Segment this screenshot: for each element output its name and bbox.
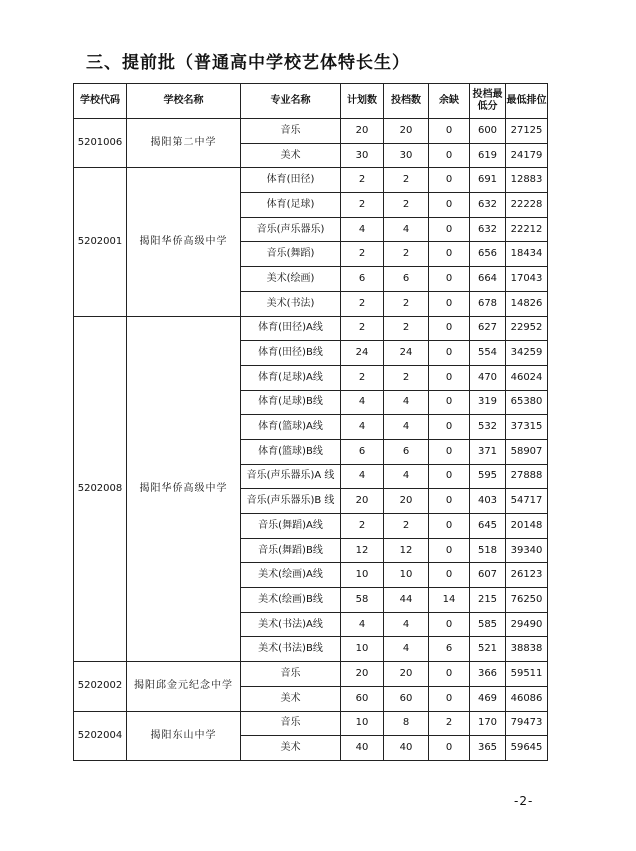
major-cell: 音乐 — [241, 662, 341, 687]
filed-cell: 4 — [384, 612, 429, 637]
major-cell: 美术 — [241, 736, 341, 761]
major-cell: 美术(绘画) — [241, 267, 341, 292]
min-rank-cell: 27125 — [506, 119, 548, 144]
major-cell: 体育(足球) — [241, 193, 341, 218]
min-score-cell: 170 — [470, 711, 506, 736]
major-cell: 音乐(舞蹈)A线 — [241, 514, 341, 539]
header-plan: 计划数 — [341, 84, 384, 119]
min-rank-cell: 29490 — [506, 612, 548, 637]
vacancy-cell: 0 — [429, 415, 470, 440]
filed-cell: 2 — [384, 242, 429, 267]
table-row — [74, 119, 548, 144]
min-rank-cell: 59645 — [506, 736, 548, 761]
school-name-cell: 揭阳华侨高级中学 — [127, 168, 241, 316]
min-rank-cell: 14826 — [506, 291, 548, 316]
vacancy-cell: 2 — [429, 711, 470, 736]
min-score-cell: 319 — [470, 390, 506, 415]
filed-cell: 6 — [384, 267, 429, 292]
min-score-cell: 595 — [470, 464, 506, 489]
min-rank-cell: 76250 — [506, 588, 548, 613]
major-cell: 美术 — [241, 143, 341, 168]
min-score-cell: 469 — [470, 686, 506, 711]
admission-table — [73, 83, 548, 761]
school-code-cell: 5202004 — [74, 711, 127, 760]
filed-cell: 20 — [384, 662, 429, 687]
filed-cell: 20 — [384, 119, 429, 144]
filed-cell: 44 — [384, 588, 429, 613]
plan-cell: 20 — [341, 489, 384, 514]
page-title: 三、提前批（普通高中学校艺体特长生） — [86, 53, 410, 73]
min-score-cell: 366 — [470, 662, 506, 687]
min-score-cell: 607 — [470, 563, 506, 588]
min-score-cell: 664 — [470, 267, 506, 292]
header-major: 专业名称 — [241, 84, 341, 119]
min-score-cell: 627 — [470, 316, 506, 341]
filed-cell: 30 — [384, 143, 429, 168]
vacancy-cell: 0 — [429, 242, 470, 267]
vacancy-cell: 0 — [429, 119, 470, 144]
plan-cell: 24 — [341, 341, 384, 366]
min-score-cell: 521 — [470, 637, 506, 662]
filed-cell: 2 — [384, 193, 429, 218]
header-min-rank: 最低排位 — [506, 84, 548, 119]
vacancy-cell: 0 — [429, 563, 470, 588]
plan-cell: 2 — [341, 316, 384, 341]
min-score-cell: 656 — [470, 242, 506, 267]
plan-cell: 2 — [341, 193, 384, 218]
header-vacancy: 余缺 — [429, 84, 470, 119]
school-code-cell: 5202008 — [74, 316, 127, 662]
min-rank-cell: 65380 — [506, 390, 548, 415]
vacancy-cell: 14 — [429, 588, 470, 613]
min-rank-cell: 58907 — [506, 439, 548, 464]
min-score-cell: 632 — [470, 193, 506, 218]
min-score-cell: 619 — [470, 143, 506, 168]
plan-cell: 6 — [341, 267, 384, 292]
min-rank-cell: 37315 — [506, 415, 548, 440]
school-name-cell: 揭阳华侨高级中学 — [127, 316, 241, 662]
filed-cell: 2 — [384, 291, 429, 316]
header-school: 学校名称 — [127, 84, 241, 119]
major-cell: 音乐 — [241, 711, 341, 736]
major-cell: 美术(绘画)B线 — [241, 588, 341, 613]
min-score-cell: 632 — [470, 217, 506, 242]
school-name-cell: 揭阳第二中学 — [127, 119, 241, 168]
filed-cell: 12 — [384, 538, 429, 563]
filed-cell: 40 — [384, 736, 429, 761]
plan-cell: 60 — [341, 686, 384, 711]
vacancy-cell: 0 — [429, 390, 470, 415]
vacancy-cell: 0 — [429, 365, 470, 390]
plan-cell: 58 — [341, 588, 384, 613]
filed-cell: 2 — [384, 168, 429, 193]
filed-cell: 4 — [384, 637, 429, 662]
filed-cell: 4 — [384, 390, 429, 415]
school-code-cell: 5202001 — [74, 168, 127, 316]
plan-cell: 2 — [341, 365, 384, 390]
vacancy-cell: 0 — [429, 267, 470, 292]
major-cell: 体育(篮球)A线 — [241, 415, 341, 440]
major-cell: 音乐(声乐器乐)B 线 — [241, 489, 341, 514]
min-score-cell: 600 — [470, 119, 506, 144]
vacancy-cell: 0 — [429, 612, 470, 637]
major-cell: 体育(田径)B线 — [241, 341, 341, 366]
min-rank-cell: 18434 — [506, 242, 548, 267]
header-row — [74, 84, 548, 119]
plan-cell: 2 — [341, 242, 384, 267]
vacancy-cell: 0 — [429, 514, 470, 539]
plan-cell: 6 — [341, 439, 384, 464]
plan-cell: 10 — [341, 563, 384, 588]
vacancy-cell: 0 — [429, 316, 470, 341]
school-code-cell: 5201006 — [74, 119, 127, 168]
filed-cell: 60 — [384, 686, 429, 711]
min-rank-cell: 20148 — [506, 514, 548, 539]
min-rank-cell: 34259 — [506, 341, 548, 366]
vacancy-cell: 0 — [429, 686, 470, 711]
min-rank-cell: 38838 — [506, 637, 548, 662]
major-cell: 音乐(声乐器乐)A 线 — [241, 464, 341, 489]
min-rank-cell: 46024 — [506, 365, 548, 390]
min-score-cell: 585 — [470, 612, 506, 637]
major-cell: 体育(足球)A线 — [241, 365, 341, 390]
school-code-cell: 5202002 — [74, 662, 127, 711]
min-rank-cell: 12883 — [506, 168, 548, 193]
plan-cell: 2 — [341, 291, 384, 316]
vacancy-cell: 0 — [429, 489, 470, 514]
min-rank-cell: 22212 — [506, 217, 548, 242]
plan-cell: 10 — [341, 711, 384, 736]
filed-cell: 4 — [384, 464, 429, 489]
filed-cell: 2 — [384, 514, 429, 539]
plan-cell: 2 — [341, 514, 384, 539]
min-rank-cell: 26123 — [506, 563, 548, 588]
min-score-cell: 215 — [470, 588, 506, 613]
min-score-cell: 678 — [470, 291, 506, 316]
table-row — [74, 662, 548, 687]
plan-cell: 4 — [341, 390, 384, 415]
min-score-cell: 532 — [470, 415, 506, 440]
major-cell: 美术 — [241, 686, 341, 711]
major-cell: 体育(篮球)B线 — [241, 439, 341, 464]
min-score-cell: 470 — [470, 365, 506, 390]
major-cell: 美术(书法)B线 — [241, 637, 341, 662]
plan-cell: 40 — [341, 736, 384, 761]
header-min-score: 投档最低分 — [470, 84, 506, 119]
filed-cell: 4 — [384, 415, 429, 440]
vacancy-cell: 0 — [429, 662, 470, 687]
school-name-cell: 揭阳邱金元纪念中学 — [127, 662, 241, 711]
school-name-cell: 揭阳东山中学 — [127, 711, 241, 760]
plan-cell: 4 — [341, 612, 384, 637]
min-rank-cell: 22952 — [506, 316, 548, 341]
major-cell: 美术(书法)A线 — [241, 612, 341, 637]
min-rank-cell: 54717 — [506, 489, 548, 514]
plan-cell: 2 — [341, 168, 384, 193]
major-cell: 体育(田径)A线 — [241, 316, 341, 341]
header-code: 学校代码 — [74, 84, 127, 119]
vacancy-cell: 0 — [429, 217, 470, 242]
filed-cell: 24 — [384, 341, 429, 366]
plan-cell: 10 — [341, 637, 384, 662]
vacancy-cell: 0 — [429, 341, 470, 366]
major-cell: 音乐(声乐器乐) — [241, 217, 341, 242]
filed-cell: 2 — [384, 316, 429, 341]
major-cell: 音乐(舞蹈)B线 — [241, 538, 341, 563]
filed-cell: 2 — [384, 365, 429, 390]
major-cell: 体育(田径) — [241, 168, 341, 193]
table-body — [74, 119, 548, 761]
min-score-cell: 365 — [470, 736, 506, 761]
plan-cell: 4 — [341, 464, 384, 489]
plan-cell: 30 — [341, 143, 384, 168]
min-rank-cell: 27888 — [506, 464, 548, 489]
vacancy-cell: 0 — [429, 168, 470, 193]
major-cell: 美术(书法) — [241, 291, 341, 316]
vacancy-cell: 0 — [429, 464, 470, 489]
plan-cell: 4 — [341, 415, 384, 440]
plan-cell: 12 — [341, 538, 384, 563]
filed-cell: 6 — [384, 439, 429, 464]
major-cell: 体育(足球)B线 — [241, 390, 341, 415]
filed-cell: 4 — [384, 217, 429, 242]
vacancy-cell: 0 — [429, 193, 470, 218]
table-row — [74, 316, 548, 341]
min-score-cell: 554 — [470, 341, 506, 366]
table-row — [74, 168, 548, 193]
filed-cell: 10 — [384, 563, 429, 588]
page-number: -2- — [514, 794, 534, 808]
vacancy-cell: 0 — [429, 439, 470, 464]
major-cell: 音乐(舞蹈) — [241, 242, 341, 267]
min-rank-cell: 59511 — [506, 662, 548, 687]
min-rank-cell: 39340 — [506, 538, 548, 563]
min-score-cell: 518 — [470, 538, 506, 563]
plan-cell: 20 — [341, 119, 384, 144]
min-rank-cell: 22228 — [506, 193, 548, 218]
plan-cell: 20 — [341, 662, 384, 687]
table-row — [74, 711, 548, 736]
min-rank-cell: 46086 — [506, 686, 548, 711]
min-score-cell: 403 — [470, 489, 506, 514]
major-cell: 美术(绘画)A线 — [241, 563, 341, 588]
min-score-cell: 691 — [470, 168, 506, 193]
major-cell: 音乐 — [241, 119, 341, 144]
min-rank-cell: 24179 — [506, 143, 548, 168]
min-rank-cell: 79473 — [506, 711, 548, 736]
vacancy-cell: 6 — [429, 637, 470, 662]
vacancy-cell: 0 — [429, 736, 470, 761]
plan-cell: 4 — [341, 217, 384, 242]
vacancy-cell: 0 — [429, 538, 470, 563]
min-rank-cell: 17043 — [506, 267, 548, 292]
filed-cell: 8 — [384, 711, 429, 736]
min-score-cell: 645 — [470, 514, 506, 539]
vacancy-cell: 0 — [429, 291, 470, 316]
header-filed: 投档数 — [384, 84, 429, 119]
vacancy-cell: 0 — [429, 143, 470, 168]
min-score-cell: 371 — [470, 439, 506, 464]
filed-cell: 20 — [384, 489, 429, 514]
